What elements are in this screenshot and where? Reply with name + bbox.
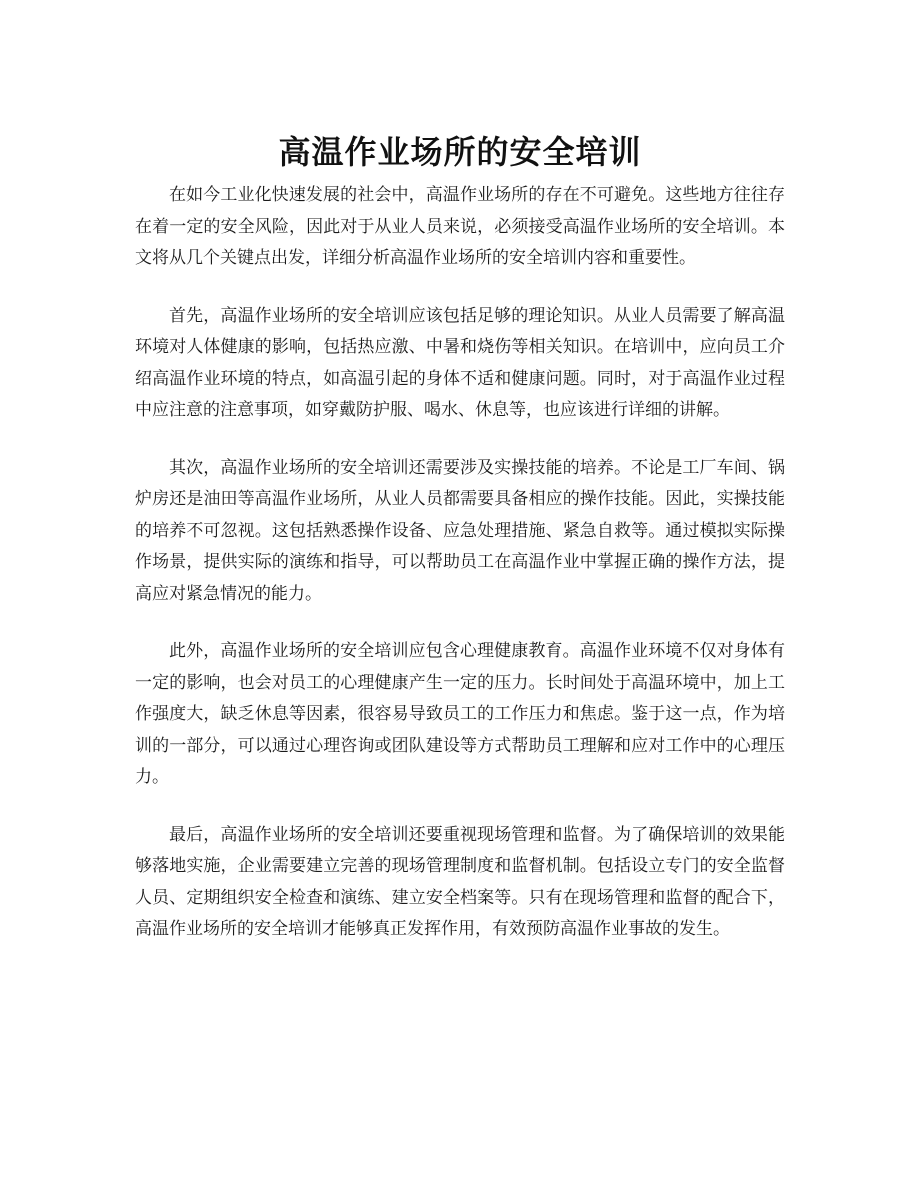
paragraph-intro: 在如今工业化快速发展的社会中，高温作业场所的存在不可避免。这些地方往往存在着一定的安全风险，因此对于从业人员来说，必须接受高温作业场所的安全培训。本文将从几个关键点出发，详细分析高温作业场所的安全培训内容和重要性。 — [135, 185, 785, 268]
paragraph-supervision: 最后，高温作业场所的安全培训还要重视现场管理和监督。为了确保培训的效果能够落地实施，企业需要建立完善的现场管理制度和监督机制。包括设立专门的安全监督人员、定期组织安全检查和演练、建立安全档案等。只有在现场管理和监督的配合下，高温作业场所的安全培训才能够真正发挥作用，有效预防高温作业事故的发生。 — [135, 824, 785, 939]
document-title: 高温作业场所的安全培训 — [278, 133, 642, 172]
paragraph-practice: 其次，高温作业场所的安全培训还需要涉及实操技能的培养。不论是工厂车间、锅炉房还是油田等高温作业场所，从业人员都需要具备相应的操作技能。因此，实操技能的培养不可忽视。这包括熟悉操作设备、应急处理措施、紧急自救等。通过模拟实际操作场景，提供实际的演练和指导，可以帮助员工在高温作业中掌握正确的操作方法，提高应对紧急情况的能力。 — [135, 457, 785, 604]
paragraph-theory: 首先，高温作业场所的安全培训应该包括足够的理论知识。从业人员需要了解高温环境对人体健康的影响，包括热应激、中暑和烧伤等相关知识。在培训中，应向员工介绍高温作业环境的特点，如高温引起的身体不适和健康问题。同时，对于高温作业过程中应注意的注意事项，如穿戴防护服、喝水、休息等，也应该进行详细的讲解。 — [135, 305, 785, 420]
paragraph-mental-health: 此外，高温作业场所的安全培训应包含心理健康教育。高温作业环境不仅对身体有一定的影响，也会对员工的心理健康产生一定的压力。长时间处于高温环境中，加上工作强度大，缺乏休息等因素，很容易导致员工的工作压力和焦虑。鉴于这一点，作为培训的一部分，可以通过心理咨询或团队建设等方式帮助员工理解和应对工作中的心理压力。 — [135, 641, 785, 787]
document-body — [135, 180, 785, 946]
